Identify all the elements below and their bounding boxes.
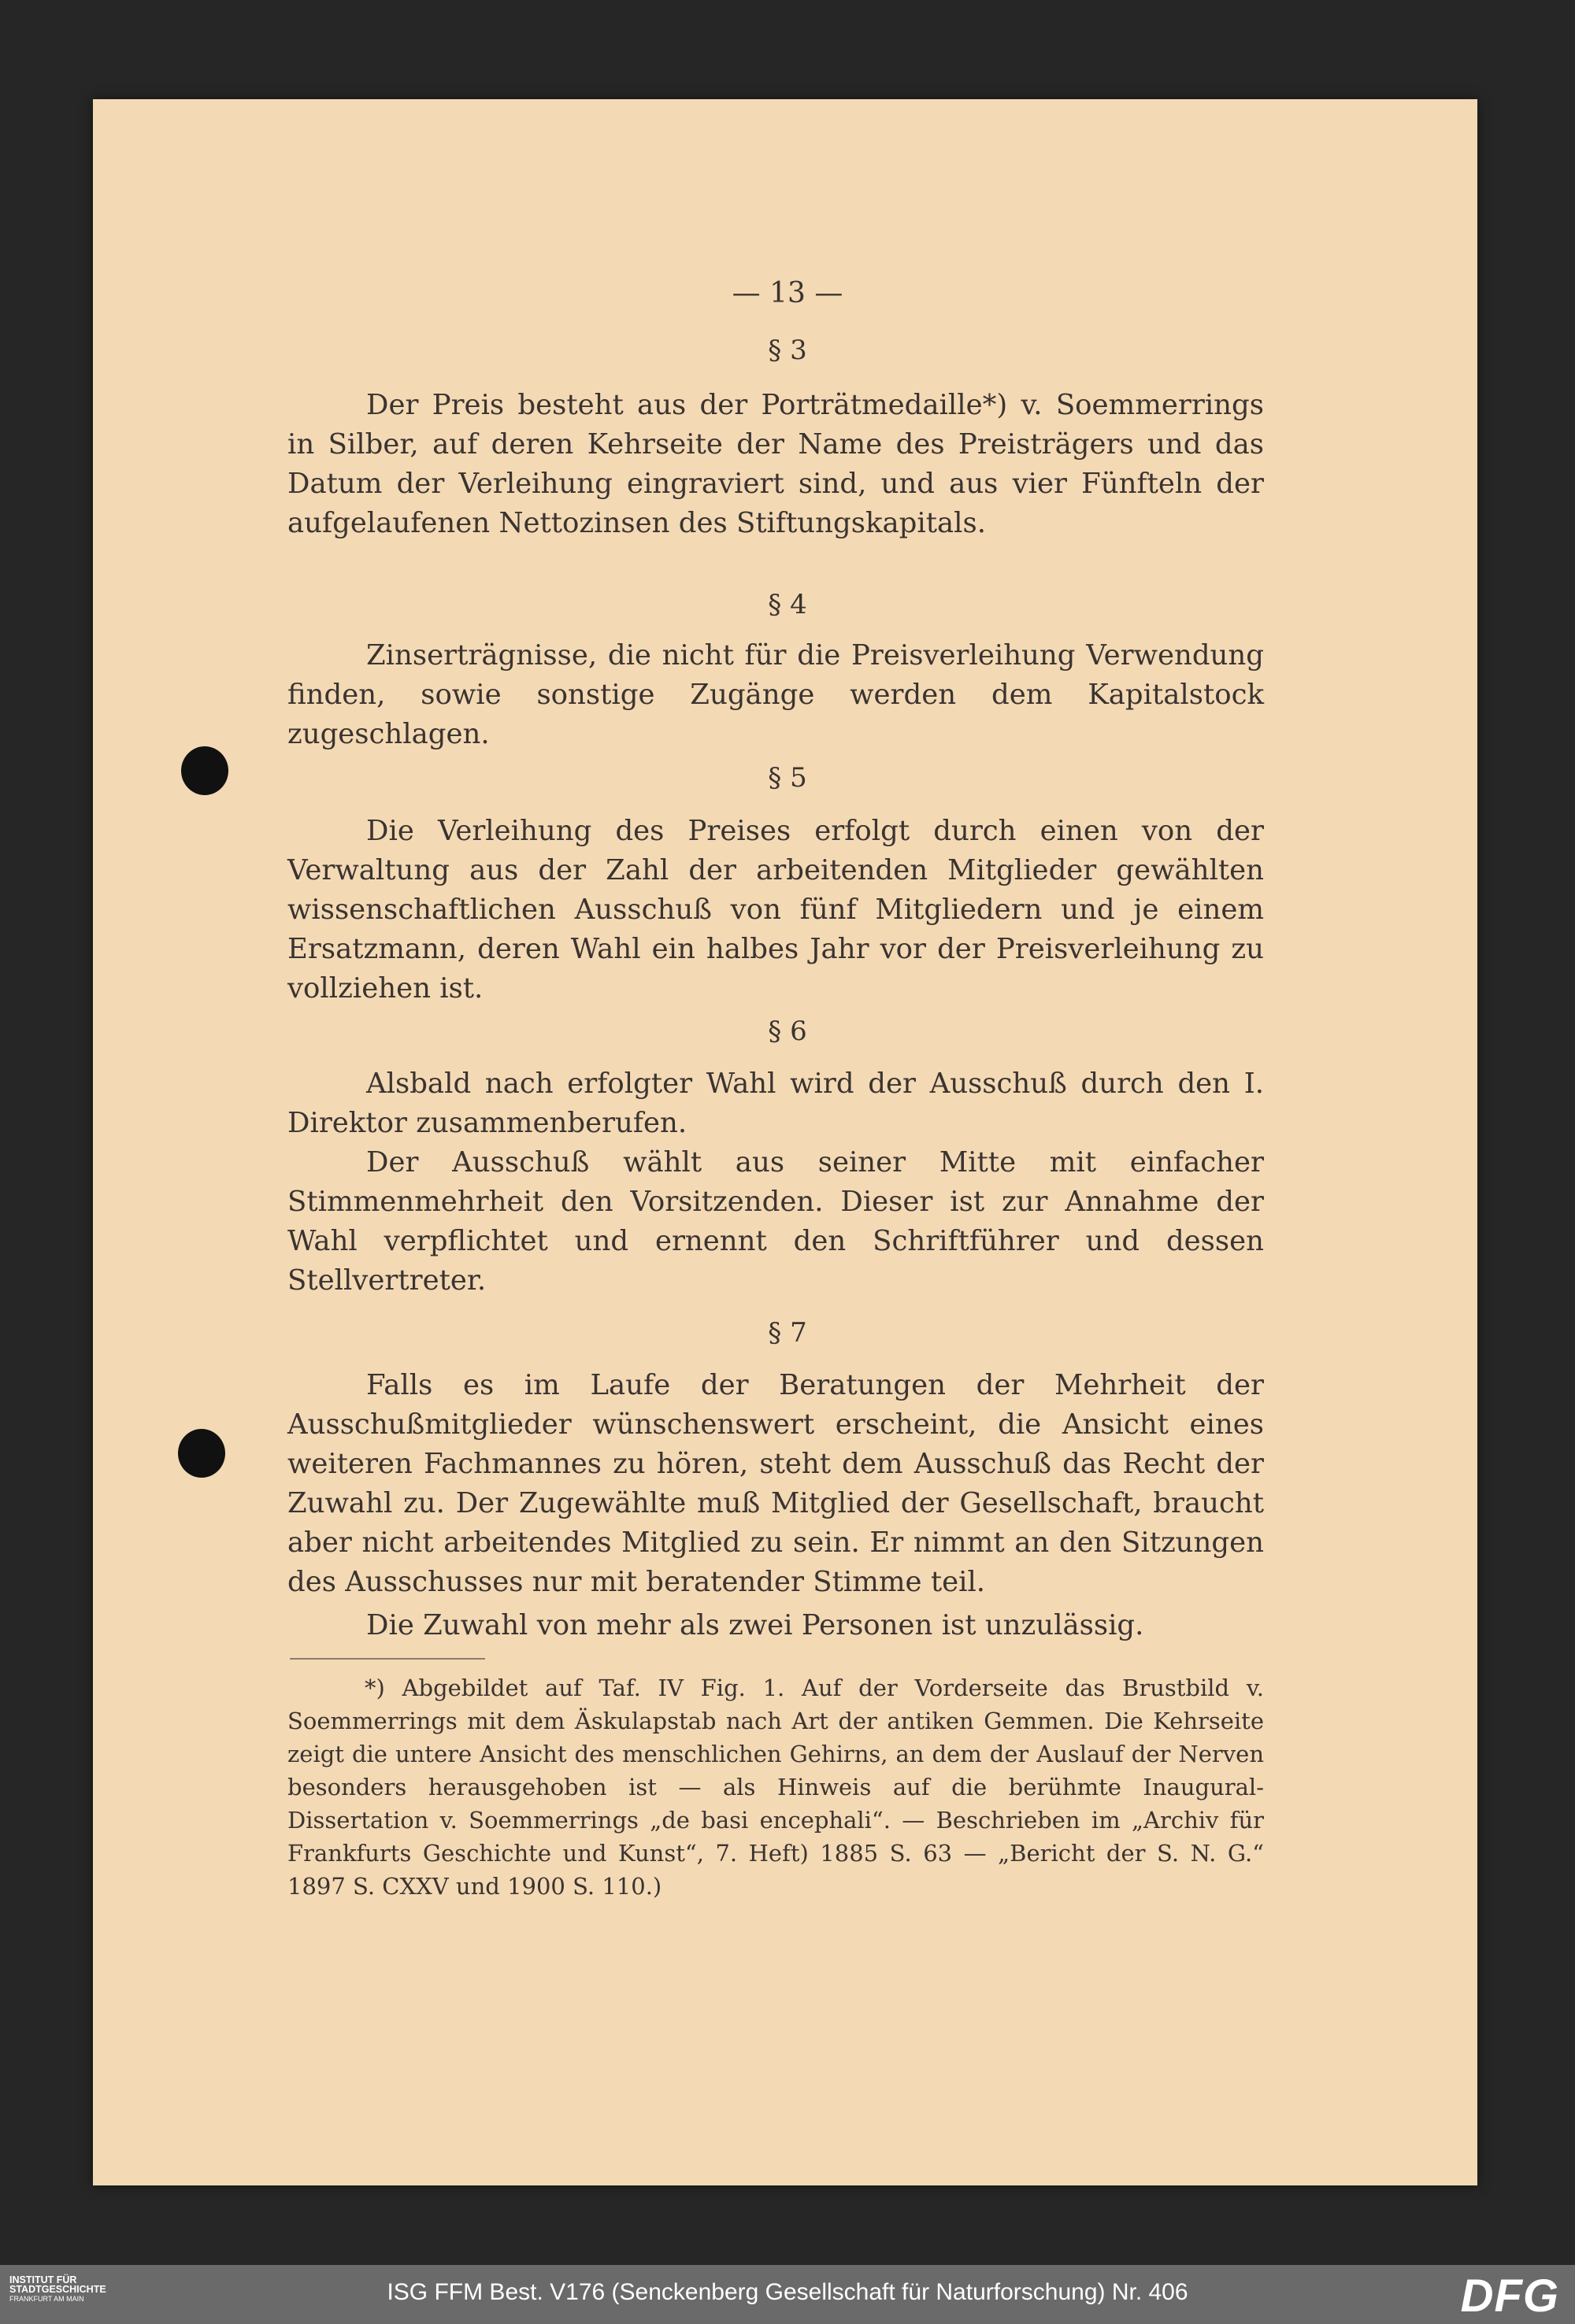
section-heading-6: § 6 [768,1016,807,1047]
page-number: — 13 — [732,277,843,309]
footnote-rule [290,1658,485,1660]
paragraph-5-1: Die Verleihung des Preises erfolgt durch einen von der Verwaltung aus der Zahl der arbeitenden Mitglieder gewählten wissenschaftlichen Ausschuß von fünf Mitgliedern und je einem Ersatzmann, deren Wahl ein halbes Jahr vor der Preisverleihung zu vollziehen ist. [287,815,1264,1005]
paragraph-7-1: Falls es im Laufe der Beratungen der Mehrheit der Ausschußmitglieder wünschenswert erscheint, die Ansicht eines weiteren Fachmannes zu hören, steht dem Ausschuß das Recht der Zuwahl zu. Der Zugewählte muß Mitglied der Gesellschaft, braucht aber nicht arbeitendes Mitglied zu sein. Er nimmt an den Sitzungen des Ausschusses nur mit beratender Stimme teil. [287,1369,1264,1598]
paragraph-6-1: Alsbald nach erfolgter Wahl wird der Ausschuß durch den I. Direktor zusammenberufen. [287,1068,1264,1139]
paragraph-7-2: Die Zuwahl von mehr als zwei Personen ist unzulässig. [366,1609,1144,1641]
punch-hole-lower [178,1429,225,1478]
archive-signature-title: ISG FFM Best. V176 (Senckenberg Gesellschaft für Naturforschung) Nr. 406 [387,2279,1188,2305]
institute-line-2: STADTGESCHICHTE [9,2284,106,2295]
paragraph-3-1: Der Preis besteht aus der Porträtmedaille*) v. Soemmerrings in Silber, auf deren Kehrseite der Name des Preisträgers und das Datum der Verleihung eingraviert sind, und aus vier Fünfteln der aufgelaufenen Nettozinsen des Stiftungskapitals. [287,389,1264,539]
institute-line-1: INSTITUT FÜR [9,2274,77,2285]
footnote: *) Abgebildet auf Taf. IV Fig. 1. Auf der Vorderseite das Brustbild v. Soemmerrings mit dem Äskulapstab nach Art der antiken Gemmen. Die Kehrseite zeigt die untere Ansicht des menschlichen Gehirns, an dem der Auslauf der Nerven besonders herausgehoben ist — als Hinweis auf die berühmte Inaugural-Dissertation v. Soemmerrings „de basi encephali“. — Beschrieben im „Archiv für Frankfurts Geschichte und Kunst“, 7. Heft) 1885 S. 63 — „Bericht der S. N. G.“ 1897 S. CXXV und 1900 S. 110.) [287,1675,1264,1900]
paragraph-4-1: Zinserträgnisse, die nicht für die Preisverleihung Verwendung finden, sowie sonstige Zugänge werden dem Kapitalstock zugeschlagen. [287,639,1264,750]
dfg-logo: DFG [1460,2270,1559,2322]
section-heading-4: § 4 [768,589,807,620]
section-heading-3: § 3 [768,335,807,366]
section-heading-5: § 5 [768,762,807,794]
paragraph-6-2: Der Ausschuß wählt aus seiner Mitte mit einfacher Stimmenmehrheit den Vorsitzenden. Dieser ist zur Annahme der Wahl verpflichtet und ernennt den Schriftführer und dessen Stellvertreter. [287,1146,1264,1297]
archive-footer-bar [0,2265,1575,2324]
section-heading-7: § 7 [768,1317,807,1349]
institute-line-3: FRANKFURT AM MAIN [9,2295,84,2303]
